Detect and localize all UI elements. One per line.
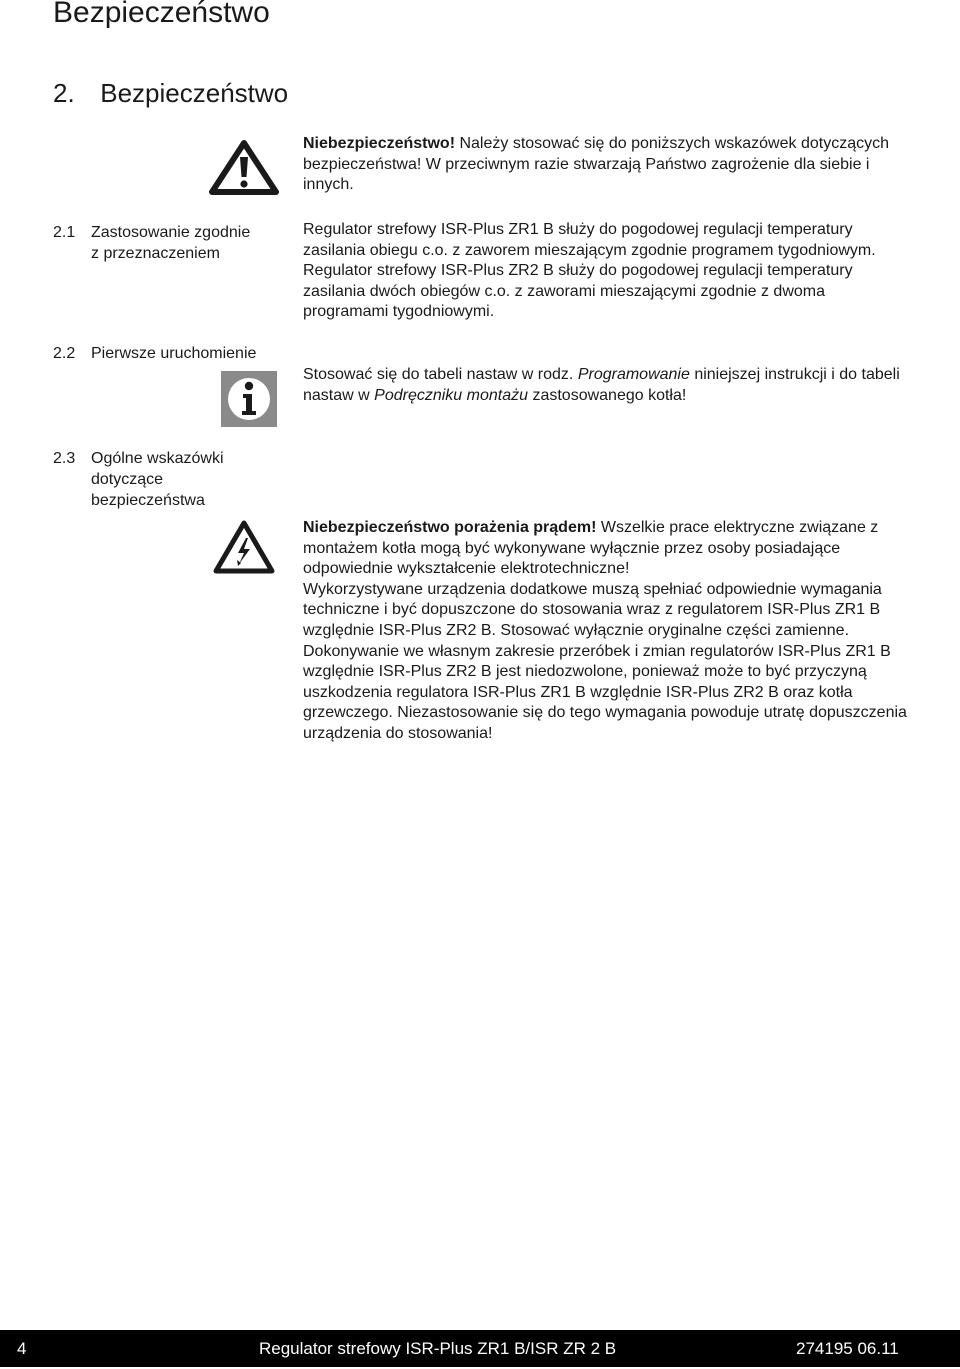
text-run: niniejszej instrukcji i do tabeli nastaw w: [303, 366, 900, 404]
text-run: Wszelkie prace elektryczne związane z montażem kotła mogą być wykonywane wyłącznie przez osoby posiadające odpowiednie wykształcenie elektrotechniczne!: [303, 519, 879, 578]
section-title: Pierwsze uruchomienie: [91, 345, 257, 362]
document-code: 274195 06.11: [796, 1339, 899, 1358]
section-heading-2-2: [53, 343, 293, 365]
paragraph: Regulator strefowy ISR-Plus ZR1 B służy do pogodowej regulacji temperatury zasilania obiegu c.o. z zaworem mieszającym zgodnie programem tygodniowym.: [303, 221, 876, 259]
section-number: 2.2: [53, 345, 76, 362]
intro-danger-label: Niebezpieczeństwo!: [303, 135, 456, 152]
section-number: 2.1: [53, 224, 76, 241]
section-2-1-text: [303, 220, 913, 323]
paragraph: Regulator strefowy ISR-Plus ZR2 B służy do pogodowej regulacji temperatury zasilania dwóch obiegów c.o. z zaworami mieszającymi zgodnie z dwoma programami tygodniowymi.: [303, 262, 853, 321]
info-icon: [221, 371, 277, 427]
page-number: 4: [17, 1339, 27, 1358]
text-run: zastosowanego kotła!: [528, 386, 687, 404]
text-run: Stosować się do tabeli nastaw w rodz.: [303, 366, 578, 383]
footer-title: Regulator strefowy ISR-Plus ZR1 B/ISR ZR 2 B: [259, 1339, 617, 1358]
warning-triangle-icon: [208, 138, 280, 196]
section-2-3-text: [303, 518, 913, 745]
paragraph: Dokonywanie we własnym zakresie przeróbek i zmian regulatorów ISR-Plus ZR1 B względnie ISR-Plus ZR2 B jest niedozwolone, ponieważ może to być przyczyną uszkodzenia regulatora ISR-Plus ZR1 B względnie ISR-Plus ZR2 B oraz kotła grzewczego. Niezastosowanie się do tego wymagania powoduje utratę dopuszczenia urządzenia do stosowania!: [303, 642, 907, 742]
chapter-number: 2.: [53, 78, 75, 108]
intro-danger-body: Należy stosować się do poniższych wskazówek dotyczących bezpieczeństwa! W przeciwnym razie stwarzają Państwo zagrożenie dla siebie i innych.: [303, 135, 889, 194]
chapter-title-text: Bezpieczeństwo: [100, 78, 289, 108]
shock-danger-label: Niebezpieczeństwo porażenia prądem!: [303, 519, 597, 536]
paragraph: Wykorzystywane urządzenia dodatkowe muszą spełniać odpowiednie wymagania techniczne i być dopuszczone do stosowania wraz z regulatorem ISR-Plus ZR1 B względnie ISR-Plus ZR2 B. Stosować wyłącznie oryginalne części zamienne.: [303, 580, 882, 639]
page-header-title: Bezpieczeństwo: [53, 0, 270, 29]
section-title: Zastosowanie zgodnie z przeznaczeniem: [91, 224, 251, 262]
intro-danger-text: [303, 134, 913, 196]
chapter-reference: Programowanie: [577, 366, 690, 383]
section-heading-2-3: [53, 448, 293, 514]
chapter-title: [53, 76, 288, 110]
electric-shock-warning-icon: [212, 518, 276, 576]
section-title: Ogólne wskazówki dotyczące bezpieczeństwa: [91, 450, 224, 509]
section-number: 2.3: [53, 450, 76, 467]
section-2-2-text: [303, 365, 913, 406]
footer-bar: [0, 1330, 960, 1367]
section-heading-2-1: [53, 222, 293, 266]
manual-reference: Podręczniku montażu: [374, 386, 528, 404]
